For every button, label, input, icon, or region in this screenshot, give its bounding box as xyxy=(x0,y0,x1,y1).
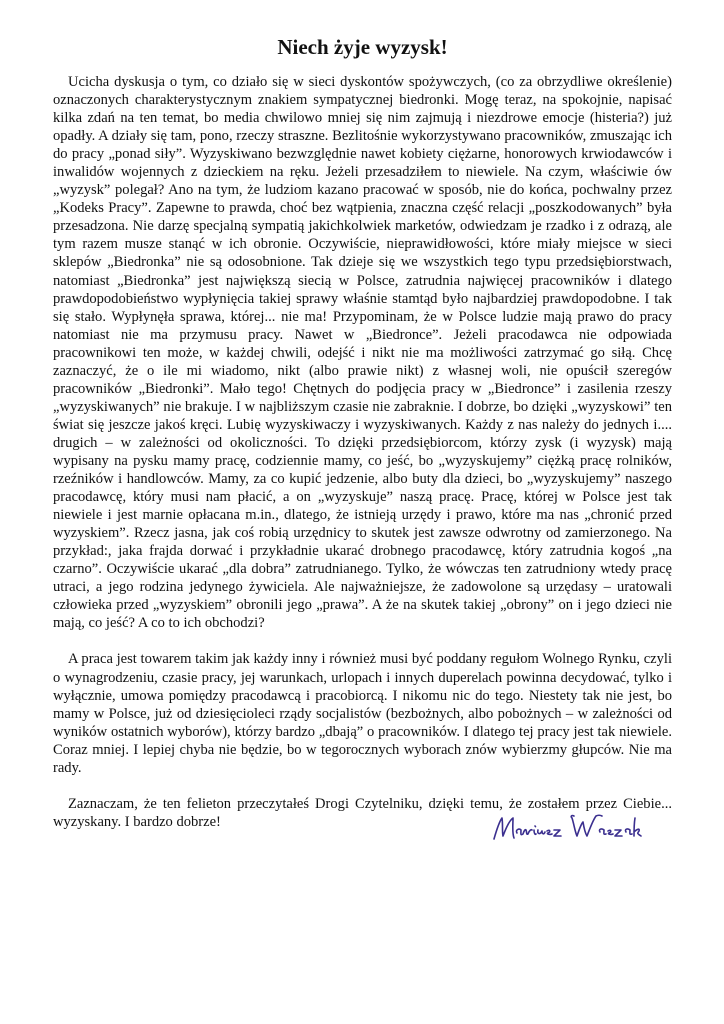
article-title: Niech żyje wyzysk! xyxy=(277,35,448,59)
paragraph-3: Zaznaczam, że ten felieton przeczytałeś Drogi Czytelniku, dzięki temu, że zostałem przez Ciebie... wyzyskany. I bardzo dobrze! xyxy=(53,795,672,830)
author-signature xyxy=(490,808,650,848)
signature-image xyxy=(490,808,650,848)
paragraph-2: A praca jest towarem takim jak każdy inny i również musi być poddany regułom Wolnego Rynku, czyli o wynagrodzeniu, czasie pracy, jej warunkach, urlopach i innych duperelach powinna decydować, tylko i wyłącznie, umowa pomiędzy pracodawcą i pracobiorcą. I nikomu nic do tego. Niestety tak nie jest, bo mamy w Polsce, już od dziesięcioleci rządy socjalistów (bezbożnych, albo pobożnych – w zależności od wyników ostatnich wyborów), którzy bardzo „dbają” o pracowników. I dlatego tej pracy jest tak niewiele. Coraz mniej. I lepiej chyba nie będzie, bo w tegorocznych wyborach znów wybierzmy głupców. Nie ma rady. xyxy=(53,651,672,776)
paragraph-1: Ucicha dyskusja o tym, co działo się w sieci dyskontów spożywczych, (co za obrzydliwe określenie) oznaczonych charakterystycznym znakiem sympatycznej biedronki. Mogę teraz, na spokojnie, napisać kilka zdań na ten temat, bo media chwilowo mniej się nim zajmują i niezdrowe emocje (histeria?) już opadły. A działy się tam, pono, rzeczy straszne. Bezlitośnie wykorzystywano pracowników, zmuszając ich do pracy „ponad siły”. Wyzyskiwano bezwzględnie nawet kobiety ciężarne, honorowych krwiodawców i inwalidów wojennych z dzieckiem na ręku. Jeżeli przesadziłem to niewiele. Na czym, właściwie ów „wyzysk” polegał? Ano na tym, że ludziom kazano pracować w sposób, nie do końca, pochwalny przez „Kodeks Pracy”. Zapewne to prawda, choć bez wątpienia, znaczna część relacji „poszkodowanych” była przesadzona. Nie darzę specjalną sympatią jakichkolwiek marketów, odwiedzam je rzadko i z odrazą, ale tym razem musze stanąć w ich obronie. Oczywiście, nieprawidłowości, które miały miejsce w sieci sklepów „Biedronka” nie są odosobnione. Tak dzieje się we wszystkich tego typu przedsiębiorstwach, natomiast „Biedronka” jest największą siecią w Polsce, zatrudnia najwięcej pracowników i dlatego prawdopodobieństwo wypłynięcia takiej sprawy właśnie stamtąd było najbardziej prawdopodobne. I tak się stało. Wypłynęła sprawa, której... nie ma! Przypominam, że w Polsce ludzie mają prawo do pracy natomiast nie ma przymusu pracy. Nawet w „Biedronce”. Jeżeli pracodawca nie odpowiada pracownikowi ten może, w każdej chwili, odejść i nikt nie ma możliwości zatrzymać go siłą. Chcę zaznaczyć, że o ile mi wiadomo, nikt (albo prawie nikt) z własnej woli, nie opuścił szeregów pracowników „Biedronki”. Mało tego! Chętnych do podjęcia pracy w „Biedronce” i zasilenia rzeszy „wyzyskiwanych” nie brakuje. I w najbliższym czasie nie zabraknie. I dobrze, bo dzięki „wyzyskowi” ten świat się jeszcze jakoś kręci. Lubię wyzyskiwaczy i wyzyskiwanych. Każdy z nas należy do jednych i.... drugich – w zależności od okoliczności. To dzięki przedsiębiorcom, którzy zysk (i wyzysk) mają wypisany na pysku mamy pracę, codziennie mamy, co jeść, bo „wyzyskujemy” ciężką pracę rolników, rzeźników i handlowców. Mamy, za co kupić jedzenie, albo buty dla dzieci, bo „wyzyskujemy” naszego pracodawcę, który musi nam płacić, a on „wyzyskuje” naszą pracę. Pracę, której w Polsce jest tak niewiele i jest marnie opłacana m.in., dlatego, że istnieją urzędy i prawo, które ma nas „chronić przed wyzyskiem”. Rzecz jasna, jak coś robią urzędnicy to skutek jest zawsze odwrotny od zamierzonego. Na przykład:, jaka frajda dorwać i przykładnie ukarać drobnego pracodawcę, który zatrudnia kogoś „na czarno”. Oczywiście ukarać „dla dobra” zatrudnianego. Tylko, że wówczas ten zatrudniony wtedy pracę utraci, a jego rodzina jedynego żywiciela. Ale najważniejsze, że zadowolone są urzędasy – uratowali człowieka przed „wyzyskiem” obronili jego „prawa”. A że na skutek takiej „obrony” on i jego dzieci nie mają, co jeść? A co to ich obchodzi? xyxy=(53,74,672,632)
